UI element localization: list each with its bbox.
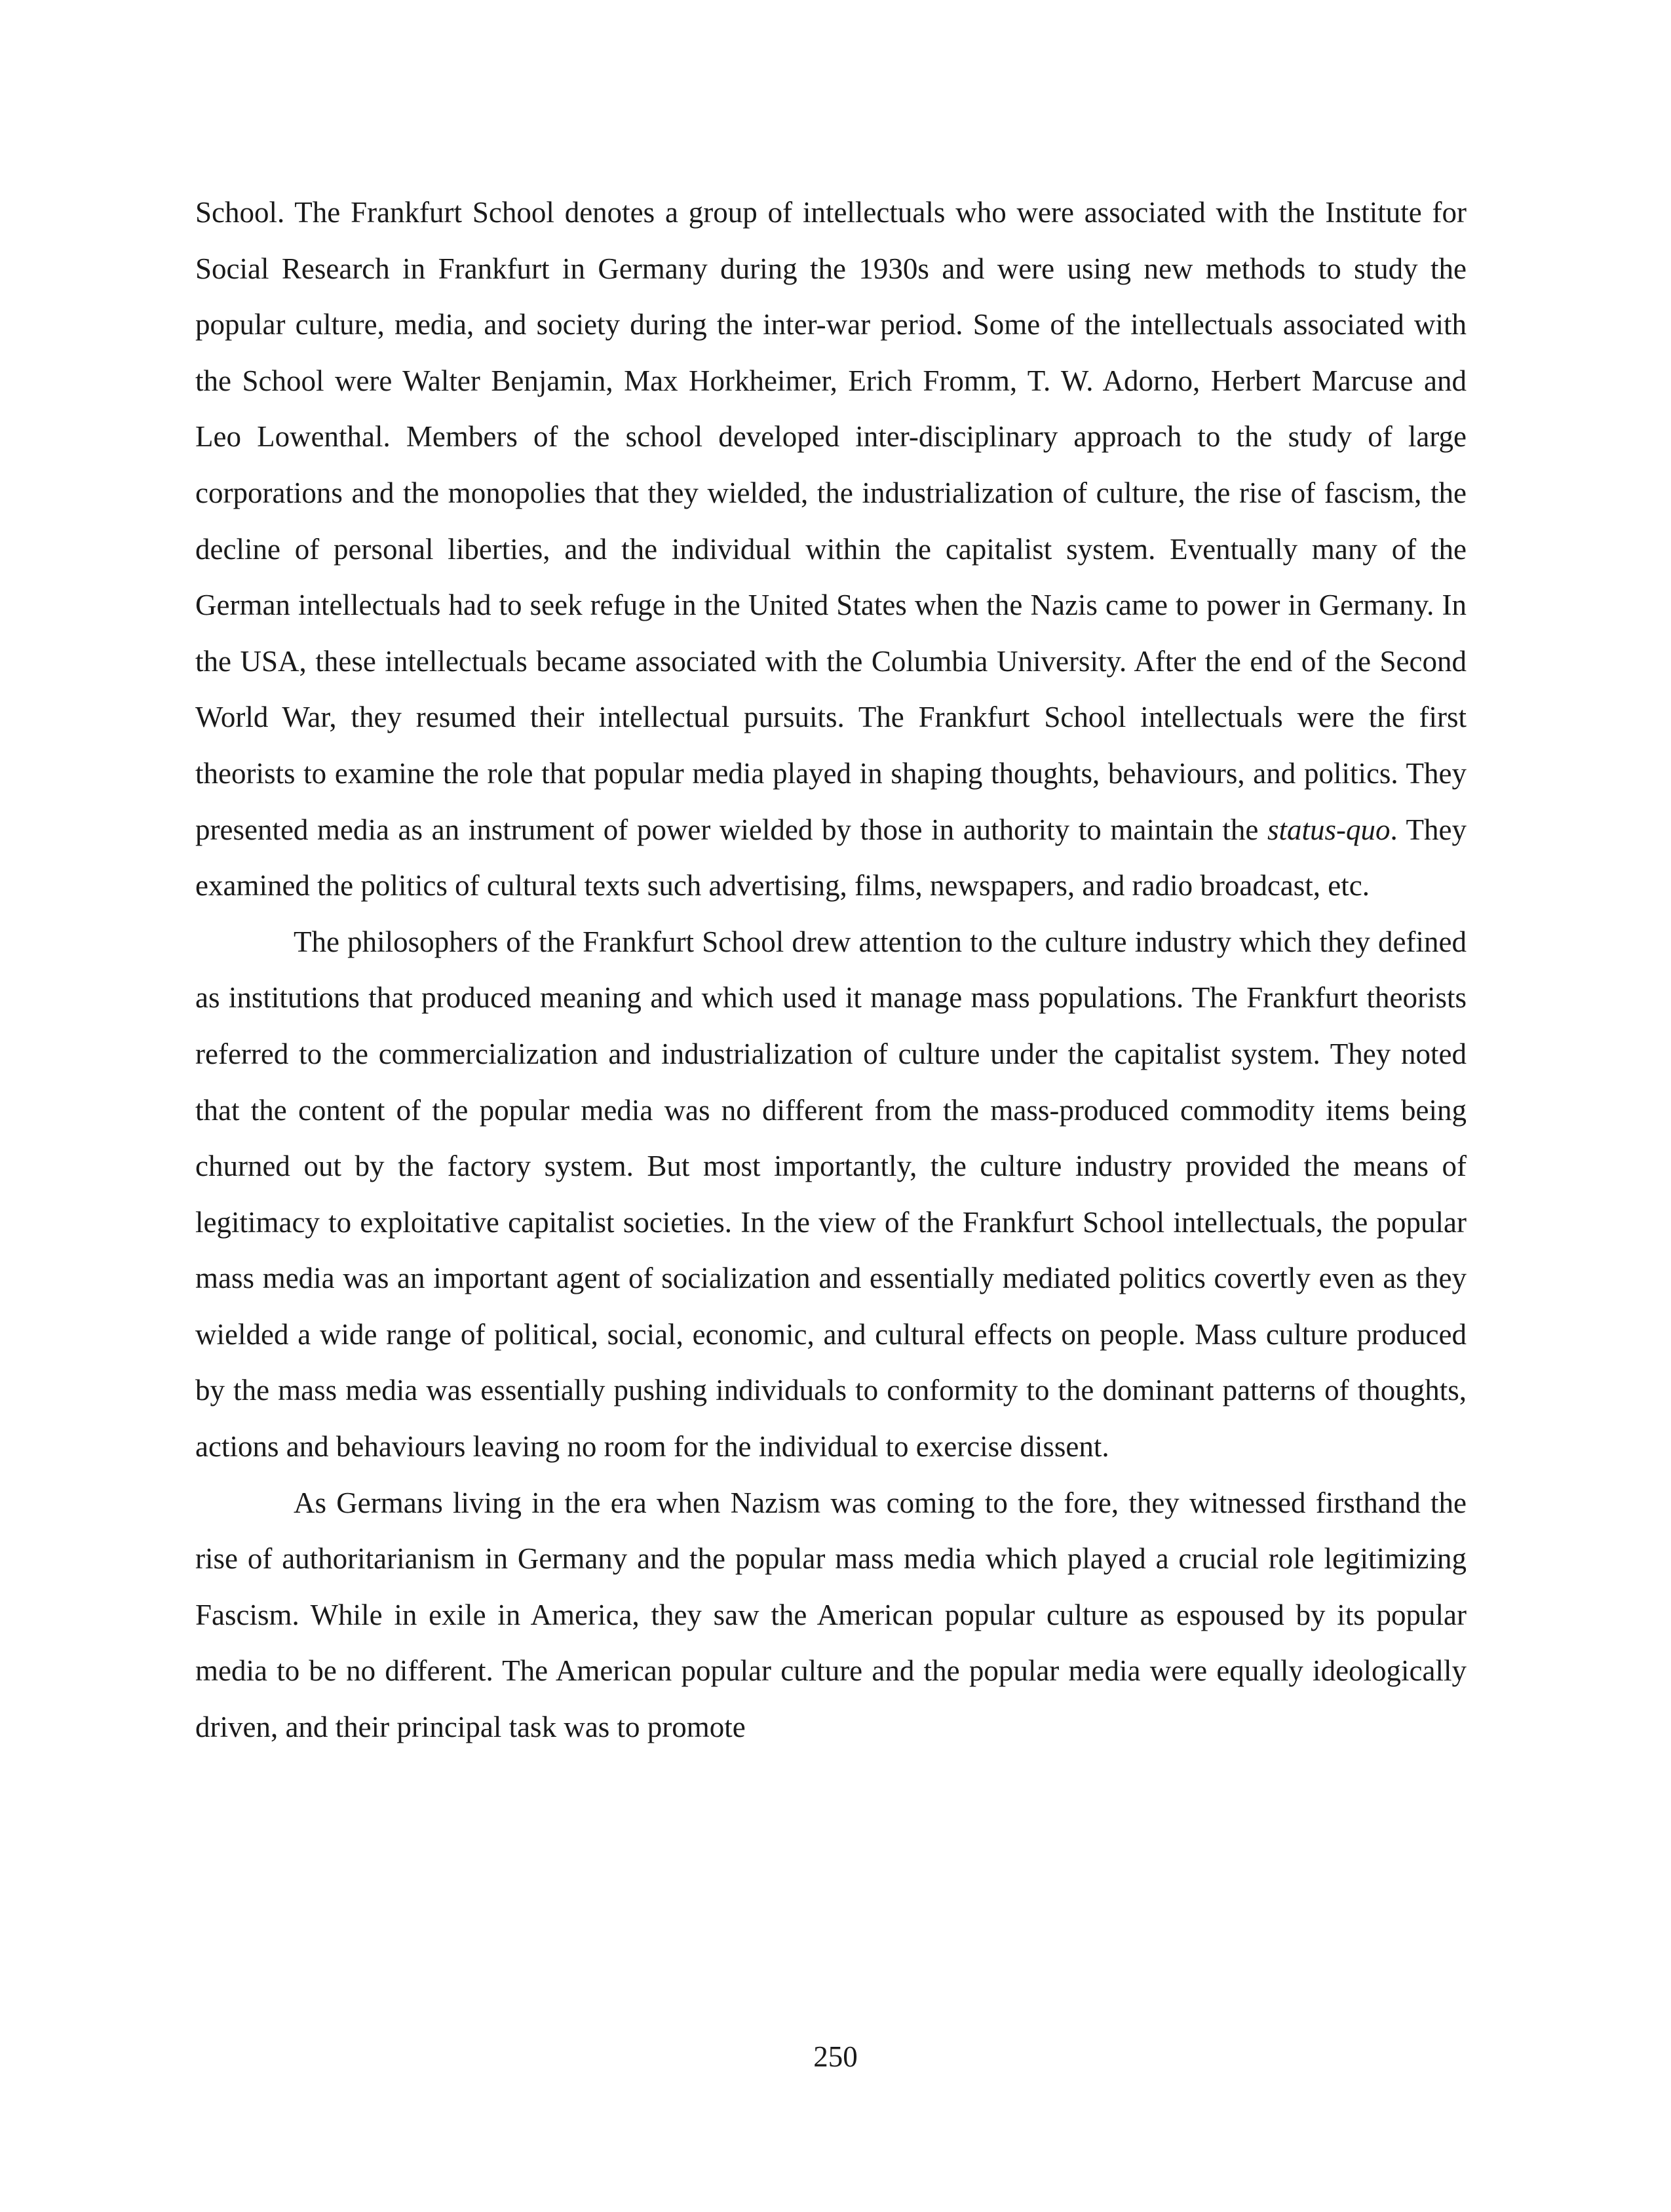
page-number: 250 — [813, 2040, 858, 2073]
paragraph-2: The philosophers of the Frankfurt School drew attention to the culture industry which they defined as institutions that produced meaning and which used it manage mass populations. The Frankfurt theorists referred to the commercialization and industrialization of culture under the capitalist system. They noted that the content of the popular media was no different from the mass-produced commodity items being churned out by the factory system. But most importantly, the culture industry provided the means of legitimacy to exploitative capitalist societies. In the view of the Frankfurt School intellectuals, the popular mass media was an important agent of socialization and essentially mediated politics covertly even as they wielded a wide range of political, social, economic, and cultural effects on people. Mass culture produced by the mass media was essentially pushing individuals to conformity to the dominant patterns of thoughts, actions and behaviours leaving no room for the individual to exercise dissent. — [195, 925, 1467, 1464]
paragraph-1-italic-term: status-quo — [1267, 813, 1391, 846]
paragraph-3: As Germans living in the era when Nazism was coming to the fore, they witnessed firsthand the rise of authoritarianism in Germany and the popular mass media which played a crucial role legitimizing Fascism. While in exile in America, they saw the American popular culture as espoused by its popular media to be no different. The American popular culture and the popular media were equally ideologically driven, and their principal task was to promote — [195, 1486, 1467, 1744]
paragraph-1 — [195, 185, 1467, 914]
paragraph-1-text-end: . They examined the politics of cultural texts such advertising, films, newspapers, and radio broadcast, etc. — [195, 813, 1467, 902]
body-text — [195, 185, 1467, 1756]
paragraph-1-text-start: School. The Frankfurt School denotes a group of intellectuals who were associated with the Institute for Social Research in Frankfurt in Germany during the 1930s and were using new methods to study the popular culture, media, and society during the inter-war period. Some of the intellectuals associated with the School were Walter Benjamin, Max Horkheimer, Erich Fromm, T. W. Adorno, Herbert Marcuse and Leo Lowenthal. Members of the school developed inter-disciplinary approach to the study of large corporations and the monopolies that they wielded, the industrialization of culture, the rise of fascism, the decline of personal liberties, and the individual within the capitalist system. Eventually many of the German intellectuals had to seek refuge in the United States when the Nazis came to power in Germany. In the USA, these intellectuals became associated with the Columbia University. After the end of the Second World War, they resumed their intellectual pursuits. The Frankfurt School intellectuals were the first theorists to examine the role that popular media played in shaping thoughts, behaviours, and politics. They presented media as an instrument of power wielded by those in authority to maintain the — [195, 196, 1467, 846]
